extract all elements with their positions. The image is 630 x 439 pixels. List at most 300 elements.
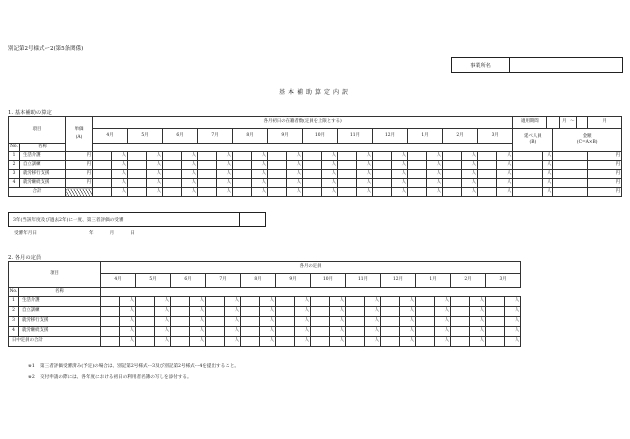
month-count-unit: 人: [287, 188, 303, 197]
month-count-field[interactable]: [373, 179, 392, 188]
capacity-field[interactable]: [206, 327, 225, 337]
month-header: 6月: [163, 129, 198, 144]
month-count-unit: 人: [217, 188, 233, 197]
month-count-field[interactable]: [268, 170, 287, 179]
amount-field[interactable]: [553, 170, 587, 179]
month-count-field[interactable]: [338, 170, 357, 179]
month-count-unit: 人: [112, 152, 128, 161]
capacity-field[interactable]: [486, 337, 505, 347]
period-end-field[interactable]: [577, 117, 588, 128]
month-count-unit: 人: [427, 179, 443, 188]
row-no-2: 3: [9, 317, 19, 327]
capacity-unit: 人: [330, 337, 346, 347]
month-count-unit: 人: [287, 170, 303, 179]
note-2-mark: ※2: [28, 375, 35, 380]
capacity-unit: 人: [400, 337, 416, 347]
capacity-field[interactable]: [171, 337, 190, 347]
period-start-field[interactable]: [547, 117, 560, 128]
row-name: 自立訓練: [20, 161, 66, 170]
row-no: 4: [9, 179, 20, 188]
total-people-unit: 人: [543, 179, 553, 188]
month-count-field[interactable]: [233, 179, 252, 188]
total-people-unit: 人: [543, 152, 553, 161]
month-count-field[interactable]: [338, 179, 357, 188]
month-count-field[interactable]: [373, 170, 392, 179]
capacity-unit: 人: [400, 307, 416, 317]
row-name: 就労継続支援: [20, 179, 66, 188]
capacity-field[interactable]: [171, 307, 190, 317]
capacity-field[interactable]: [311, 337, 330, 347]
month-count-field[interactable]: [373, 188, 392, 197]
capacity-unit: 人: [260, 337, 276, 347]
office-name-field[interactable]: [510, 58, 622, 72]
period-label: 適用期間: [513, 117, 547, 128]
month-count-unit: 人: [462, 188, 478, 197]
table-row: [9, 161, 622, 170]
capacity-unit: 人: [155, 337, 171, 347]
capacity-field[interactable]: [451, 317, 470, 327]
total-label: 合計: [9, 188, 66, 197]
unit-price-value[interactable]: 円: [66, 179, 93, 188]
month-count-field[interactable]: [93, 179, 112, 188]
month-header-2: 1月: [416, 274, 451, 288]
capacity-field[interactable]: [101, 337, 120, 347]
form-number: 別記第2号様式ー2(第5条関係): [8, 46, 84, 52]
period-month1: 月: [562, 119, 567, 125]
capacity-field[interactable]: [486, 297, 505, 307]
capacity-field[interactable]: [416, 327, 435, 337]
month-count-field[interactable]: [93, 170, 112, 179]
month-header-2: 5月: [136, 274, 171, 288]
month-count-field[interactable]: [93, 188, 112, 197]
month-count-field[interactable]: [478, 188, 497, 197]
month-count-field[interactable]: [233, 170, 252, 179]
capacity-unit: 人: [120, 337, 136, 347]
capacity-total-row: [9, 337, 521, 347]
amount-field[interactable]: [553, 152, 587, 161]
capacity-unit: 人: [155, 297, 171, 307]
capacity-field[interactable]: [206, 337, 225, 347]
month-count-field[interactable]: [233, 161, 252, 170]
capacity-unit: 人: [225, 327, 241, 337]
month-header: 4月: [93, 129, 128, 144]
month-count-field[interactable]: [268, 179, 287, 188]
month-header: 12月: [373, 129, 408, 144]
month-count-field[interactable]: [443, 188, 462, 197]
capacity-field[interactable]: [311, 317, 330, 327]
month-count-unit: 人: [357, 161, 373, 170]
capacity-field[interactable]: [171, 327, 190, 337]
unit-price-sub: (A): [75, 134, 83, 140]
month-count-unit: 人: [252, 188, 268, 197]
capacity-unit: 人: [400, 327, 416, 337]
month-count-unit: 人: [287, 179, 303, 188]
month-header-2: 2月: [451, 274, 486, 288]
capacity-field[interactable]: [101, 307, 120, 317]
month-count-field[interactable]: [163, 161, 182, 170]
name-header-2: 名称: [19, 288, 101, 297]
capacity-field[interactable]: [136, 317, 155, 327]
month-count-field[interactable]: [268, 161, 287, 170]
month-count-unit: 人: [497, 188, 513, 197]
note-2: [28, 374, 192, 380]
capacity-unit: 人: [260, 317, 276, 327]
capacity-field[interactable]: [416, 297, 435, 307]
month-count-field[interactable]: [373, 152, 392, 161]
month-count-field[interactable]: [128, 179, 147, 188]
capacity-field[interactable]: [381, 327, 400, 337]
capacity-field[interactable]: [346, 297, 365, 307]
capacity-field[interactable]: [171, 297, 190, 307]
month-count-field[interactable]: [478, 161, 497, 170]
capacity-unit: 人: [225, 297, 241, 307]
capacity-unit: 人: [365, 337, 381, 347]
capacity-field[interactable]: [451, 297, 470, 307]
capacity-row: [9, 317, 521, 327]
capacity-field[interactable]: [101, 317, 120, 327]
capacity-field[interactable]: [206, 317, 225, 327]
capacity-unit: 人: [330, 297, 346, 307]
amount-field[interactable]: [553, 161, 587, 170]
capacity-unit: 人: [225, 337, 241, 347]
month-count-unit: 人: [112, 161, 128, 170]
capacity-unit: 人: [225, 317, 241, 327]
month-count-field[interactable]: [443, 152, 462, 161]
total-people-label: 延べ人員: [524, 133, 542, 139]
item-header-2: 項目: [9, 262, 101, 288]
capacity-unit: 人: [190, 337, 206, 347]
capacity-field[interactable]: [416, 307, 435, 317]
month-count-field[interactable]: [268, 152, 287, 161]
evaluation-date-line: [14, 230, 135, 236]
office-name-box: [451, 57, 623, 73]
month-header-2: 3月: [486, 274, 521, 288]
total-people-field[interactable]: [513, 188, 543, 197]
capacity-unit: 人: [295, 337, 311, 347]
month-count-field[interactable]: [478, 179, 497, 188]
capacity-field[interactable]: [381, 337, 400, 347]
evaluation-date-year: 年: [88, 231, 94, 236]
capacity-field[interactable]: [416, 317, 435, 327]
amount-field[interactable]: [553, 188, 587, 197]
total-row: [9, 188, 622, 197]
capacity-field[interactable]: [276, 307, 295, 317]
month-count-field[interactable]: [478, 170, 497, 179]
total-people-field[interactable]: [513, 170, 543, 179]
section2-heading: 2. 各月の定員: [8, 255, 42, 261]
row-name-2: 就労継続支援: [19, 327, 101, 337]
third-party-evaluation-text: 3年(当該年度及び過去2年)に一度、第三者評価の受審: [9, 213, 240, 226]
capacity-unit: 人: [120, 327, 136, 337]
capacity-row: [9, 297, 521, 307]
month-count-unit: 人: [322, 170, 338, 179]
month-count-field[interactable]: [198, 152, 217, 161]
month-count-field[interactable]: [338, 161, 357, 170]
unit-price-value[interactable]: 円: [66, 161, 93, 170]
total-people-field[interactable]: [513, 179, 543, 188]
month-count-field[interactable]: [408, 188, 427, 197]
capacity-unit: 人: [260, 307, 276, 317]
capacity-unit: 人: [190, 317, 206, 327]
row-name: 就労移行支援: [20, 170, 66, 179]
month-count-field[interactable]: [198, 170, 217, 179]
month-header-2: 10月: [311, 274, 346, 288]
row-name-2: 自立訓練: [19, 307, 101, 317]
month-count-unit: 人: [427, 188, 443, 197]
month-count-unit: 人: [182, 170, 198, 179]
month-count-field[interactable]: [303, 152, 322, 161]
capacity-field[interactable]: [136, 297, 155, 307]
table-row: [9, 179, 622, 188]
capacity-field[interactable]: [276, 317, 295, 327]
note-2-text: 交付申請の際には、各年度における初日の利用者名簿の写しを添付する。: [40, 375, 192, 380]
capacity-field[interactable]: [451, 307, 470, 317]
capacity-field[interactable]: [451, 337, 470, 347]
month-count-field[interactable]: [198, 161, 217, 170]
month-count-unit: 人: [357, 179, 373, 188]
unit-price-value[interactable]: 円: [66, 170, 93, 179]
capacity-field[interactable]: [171, 317, 190, 327]
capacity-unit: 人: [400, 297, 416, 307]
month-header-2: 7月: [206, 274, 241, 288]
month-count-unit: 人: [462, 161, 478, 170]
capacity-unit: 人: [505, 337, 521, 347]
month-count-field[interactable]: [233, 152, 252, 161]
capacity-field[interactable]: [136, 337, 155, 347]
capacity-field[interactable]: [486, 307, 505, 317]
total-people-header: [513, 129, 553, 152]
month-count-unit: 人: [392, 188, 408, 197]
form-title: 基本補助算定内訳: [278, 89, 351, 96]
capacity-field[interactable]: [451, 327, 470, 337]
row-no: 3: [9, 170, 20, 179]
capacity-field[interactable]: [206, 297, 225, 307]
month-count-unit: 人: [357, 188, 373, 197]
capacity-unit: 人: [190, 327, 206, 337]
capacity-unit: 人: [470, 297, 486, 307]
capacity-field[interactable]: [101, 297, 120, 307]
capacity-field[interactable]: [346, 317, 365, 327]
capacity-field[interactable]: [416, 337, 435, 347]
capacity-field[interactable]: [346, 327, 365, 337]
month-count-field[interactable]: [303, 170, 322, 179]
month-count-field[interactable]: [303, 161, 322, 170]
month-count-unit: 人: [462, 152, 478, 161]
amount-unit: 円: [587, 179, 621, 188]
unit-price-value[interactable]: 円: [66, 152, 93, 161]
month-count-field[interactable]: [198, 179, 217, 188]
name-header: 名称: [20, 144, 66, 152]
month-count-unit: 人: [182, 188, 198, 197]
month-count-field[interactable]: [303, 179, 322, 188]
month-count-field[interactable]: [268, 188, 287, 197]
month-header: 7月: [198, 129, 233, 144]
capacity-field[interactable]: [136, 327, 155, 337]
month-count-field[interactable]: [338, 152, 357, 161]
capacity-field[interactable]: [241, 297, 260, 307]
month-count-unit: 人: [217, 179, 233, 188]
unit-price-label: 単価: [74, 127, 84, 133]
capacity-field[interactable]: [241, 337, 260, 347]
total-people-unit: 人: [543, 170, 553, 179]
month-count-field[interactable]: [198, 188, 217, 197]
capacity-unit: 人: [505, 297, 521, 307]
month-count-unit: 人: [322, 152, 338, 161]
capacity-unit: 人: [365, 317, 381, 327]
month-header: 10月: [303, 129, 338, 144]
section1-heading: 1. 基本補助の算定: [8, 110, 52, 116]
capacity-row: [9, 327, 521, 337]
month-count-field[interactable]: [93, 152, 112, 161]
amount-label: 金額: [582, 133, 592, 139]
capacity-field[interactable]: [311, 327, 330, 337]
month-count-field[interactable]: [408, 161, 427, 170]
month-count-unit: 人: [112, 170, 128, 179]
capacity-unit: 人: [435, 297, 451, 307]
month-count-field[interactable]: [478, 152, 497, 161]
months-group-header: 各月初日の在籍者数(定員を上限とする): [93, 117, 513, 129]
month-count-field[interactable]: [373, 161, 392, 170]
capacity-field[interactable]: [276, 337, 295, 347]
month-count-field[interactable]: [128, 188, 147, 197]
capacity-unit: 人: [435, 337, 451, 347]
month-count-unit: 人: [462, 170, 478, 179]
capacity-field[interactable]: [206, 307, 225, 317]
capacity-field[interactable]: [276, 297, 295, 307]
month-count-field[interactable]: [163, 188, 182, 197]
month-header-2: 12月: [381, 274, 416, 288]
month-count-unit: 人: [497, 161, 513, 170]
month-count-field[interactable]: [408, 179, 427, 188]
amount-field[interactable]: [553, 179, 587, 188]
monthly-capacity-table: [8, 261, 521, 347]
third-party-evaluation-box: [8, 212, 266, 227]
month-count-unit: 人: [497, 152, 513, 161]
month-count-field[interactable]: [338, 188, 357, 197]
row-no: 1: [9, 152, 20, 161]
capacity-unit: 人: [190, 307, 206, 317]
capacity-field[interactable]: [346, 307, 365, 317]
table-row: [9, 170, 622, 179]
month-count-unit: 人: [252, 152, 268, 161]
unit-price-total: [66, 188, 93, 197]
capacity-field[interactable]: [381, 297, 400, 307]
month-count-field[interactable]: [128, 170, 147, 179]
month-count-unit: 人: [287, 161, 303, 170]
month-count-field[interactable]: [163, 152, 182, 161]
month-count-unit: 人: [217, 152, 233, 161]
capacity-field[interactable]: [101, 327, 120, 337]
capacity-unit: 人: [225, 307, 241, 317]
capacity-unit: 人: [120, 307, 136, 317]
row-name-2: 生活介護: [19, 297, 101, 307]
capacity-unit: 人: [470, 307, 486, 317]
total-people-sub: (B): [529, 140, 537, 145]
third-party-evaluation-check[interactable]: [240, 213, 265, 226]
capacity-unit: 人: [295, 317, 311, 327]
month-count-unit: 人: [112, 188, 128, 197]
capacity-field[interactable]: [241, 307, 260, 317]
unit-price-header: [66, 117, 93, 152]
month-count-unit: 人: [182, 161, 198, 170]
capacity-field[interactable]: [241, 327, 260, 337]
month-header: 9月: [268, 129, 303, 144]
month-count-unit: 人: [392, 170, 408, 179]
capacity-unit: 人: [190, 297, 206, 307]
capacity-field[interactable]: [276, 327, 295, 337]
capacity-field[interactable]: [486, 327, 505, 337]
capacity-row: [9, 307, 521, 317]
row-name: 生活介護: [20, 152, 66, 161]
month-count-field[interactable]: [408, 170, 427, 179]
row-no: 2: [9, 161, 20, 170]
month-count-field[interactable]: [408, 152, 427, 161]
capacity-unit: 人: [330, 307, 346, 317]
month-count-unit: 人: [252, 179, 268, 188]
month-header-2: 8月: [241, 274, 276, 288]
capacity-field[interactable]: [311, 307, 330, 317]
month-count-field[interactable]: [163, 179, 182, 188]
capacity-field[interactable]: [241, 317, 260, 327]
row-no-2: 1: [9, 297, 19, 307]
basic-subsidy-table: [8, 116, 622, 197]
month-header: 3月: [478, 129, 513, 144]
capacity-field[interactable]: [486, 317, 505, 327]
month-count-field[interactable]: [303, 188, 322, 197]
month-count-field[interactable]: [128, 152, 147, 161]
amount-header: [553, 129, 622, 152]
month-count-field[interactable]: [128, 161, 147, 170]
total-people-field[interactable]: [513, 152, 543, 161]
capacity-field[interactable]: [381, 317, 400, 327]
month-count-unit: 人: [427, 161, 443, 170]
month-count-field[interactable]: [93, 161, 112, 170]
month-count-unit: 人: [217, 161, 233, 170]
capacity-unit: 人: [155, 307, 171, 317]
capacity-unit: 人: [435, 307, 451, 317]
month-count-field[interactable]: [443, 170, 462, 179]
month-count-field[interactable]: [443, 179, 462, 188]
month-header-2: 4月: [101, 274, 136, 288]
evaluation-date-label: 受審年月日: [14, 231, 37, 236]
month-count-unit: 人: [322, 179, 338, 188]
row-no-2: 2: [9, 307, 19, 317]
capacity-unit: 人: [365, 297, 381, 307]
capacity-field[interactable]: [136, 307, 155, 317]
capacity-unit: 人: [470, 317, 486, 327]
month-count-unit: 人: [392, 161, 408, 170]
total-people-field[interactable]: [513, 161, 543, 170]
capacity-unit: 人: [295, 307, 311, 317]
capacity-field[interactable]: [311, 297, 330, 307]
month-header: 1月: [408, 129, 443, 144]
month-header: 8月: [233, 129, 268, 144]
capacity-unit: 人: [295, 297, 311, 307]
month-count-unit: 人: [147, 179, 163, 188]
capacity-field[interactable]: [381, 307, 400, 317]
month-header: 11月: [338, 129, 373, 144]
month-count-field[interactable]: [163, 170, 182, 179]
month-count-field[interactable]: [443, 161, 462, 170]
evaluation-date-month: 月: [109, 231, 115, 236]
month-count-field[interactable]: [233, 188, 252, 197]
capacity-unit: 人: [505, 307, 521, 317]
month-count-unit: 人: [217, 170, 233, 179]
month-count-unit: 人: [147, 188, 163, 197]
capacity-field[interactable]: [346, 337, 365, 347]
capacity-total-label: 日中定員の合計: [9, 337, 101, 347]
capacity-unit: 人: [505, 317, 521, 327]
